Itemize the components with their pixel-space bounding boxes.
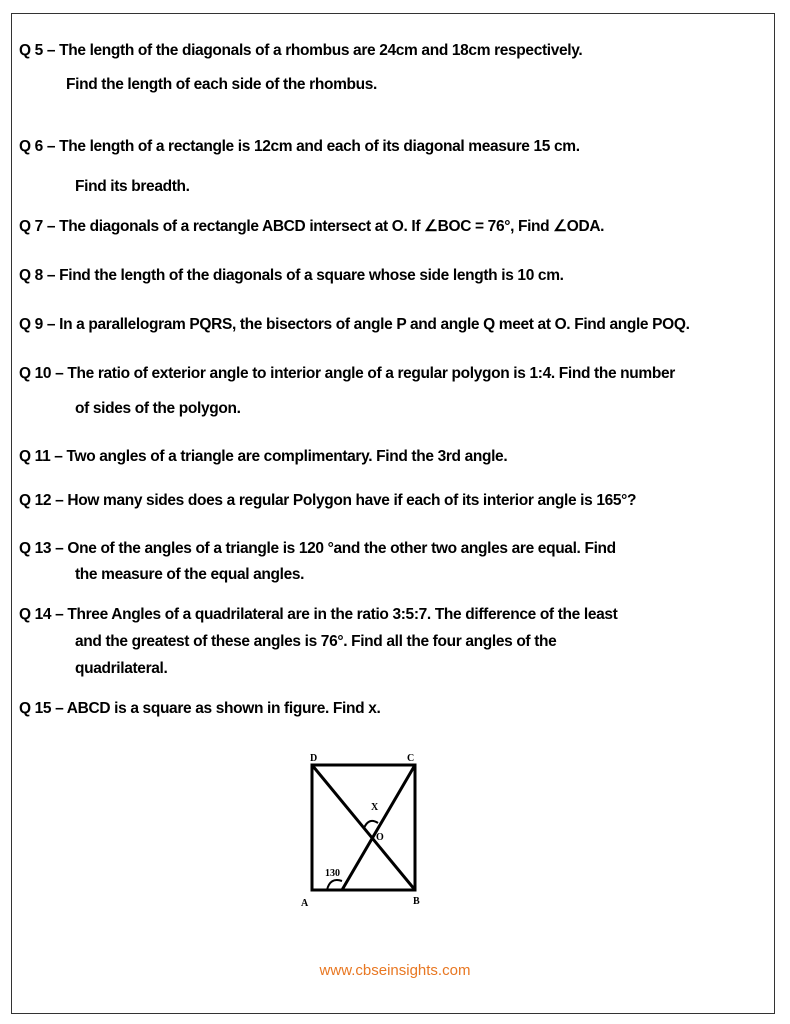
- question-7: Q 7 – The diagonals of a rectangle ABCD intersect at O. If ∠BOC = 76°, Find ∠ODA.: [19, 218, 605, 235]
- question-13-line-2: the measure of the equal angles.: [75, 566, 305, 583]
- question-14-line-2: and the greatest of these angles is 76°. Find all the four angles of the: [75, 633, 557, 650]
- question-15: Q 15 – ABCD is a square as shown in figure. Find x.: [19, 700, 381, 717]
- question-12: Q 12 – How many sides does a regular Polygon have if each of its interior angle is 165°?: [19, 492, 637, 509]
- square-figure: [290, 745, 440, 915]
- center-label-o: O: [376, 832, 384, 843]
- angle-label-130: 130: [325, 868, 340, 879]
- website-link[interactable]: www.cbseinsights.com: [319, 962, 471, 979]
- question-14-line-3: quadrilateral.: [75, 660, 168, 677]
- question-13-line-1: Q 13 – One of the angles of a triangle is 120 °and the other two angles are equal. Find: [19, 540, 616, 557]
- vertex-label-d: D: [310, 753, 318, 764]
- angle-x-arc: [364, 821, 378, 828]
- question-5-line-2: Find the length of each side of the rhombus.: [66, 76, 377, 93]
- diagonal-ac-segment: [342, 765, 415, 890]
- question-6-line-2: Find its breadth.: [75, 178, 190, 195]
- question-14-line-1: Q 14 – Three Angles of a quadrilateral are in the ratio 3:5:7. The difference of the least: [19, 606, 618, 623]
- question-5-line-1: Q 5 – The length of the diagonals of a rhombus are 24cm and 18cm respectively.: [19, 42, 583, 59]
- question-9: Q 9 – In a parallelogram PQRS, the bisectors of angle P and angle Q meet at O. Find angle POQ.: [19, 316, 690, 333]
- vertex-label-c: C: [407, 753, 415, 764]
- question-10-line-1: Q 10 – The ratio of exterior angle to interior angle of a regular polygon is 1:4. Find the number: [19, 365, 675, 382]
- angle-label-x: X: [371, 802, 379, 813]
- footer-website[interactable]: [0, 962, 790, 979]
- question-11: Q 11 – Two angles of a triangle are complimentary. Find the 3rd angle.: [19, 448, 508, 465]
- question-10-line-2: of sides of the polygon.: [75, 400, 241, 417]
- question-8: Q 8 – Find the length of the diagonals of a square whose side length is 10 cm.: [19, 267, 564, 284]
- question-6-line-1: Q 6 – The length of a rectangle is 12cm and each of its diagonal measure 15 cm.: [19, 138, 580, 155]
- vertex-label-a: A: [301, 898, 309, 909]
- vertex-label-b: B: [413, 896, 420, 907]
